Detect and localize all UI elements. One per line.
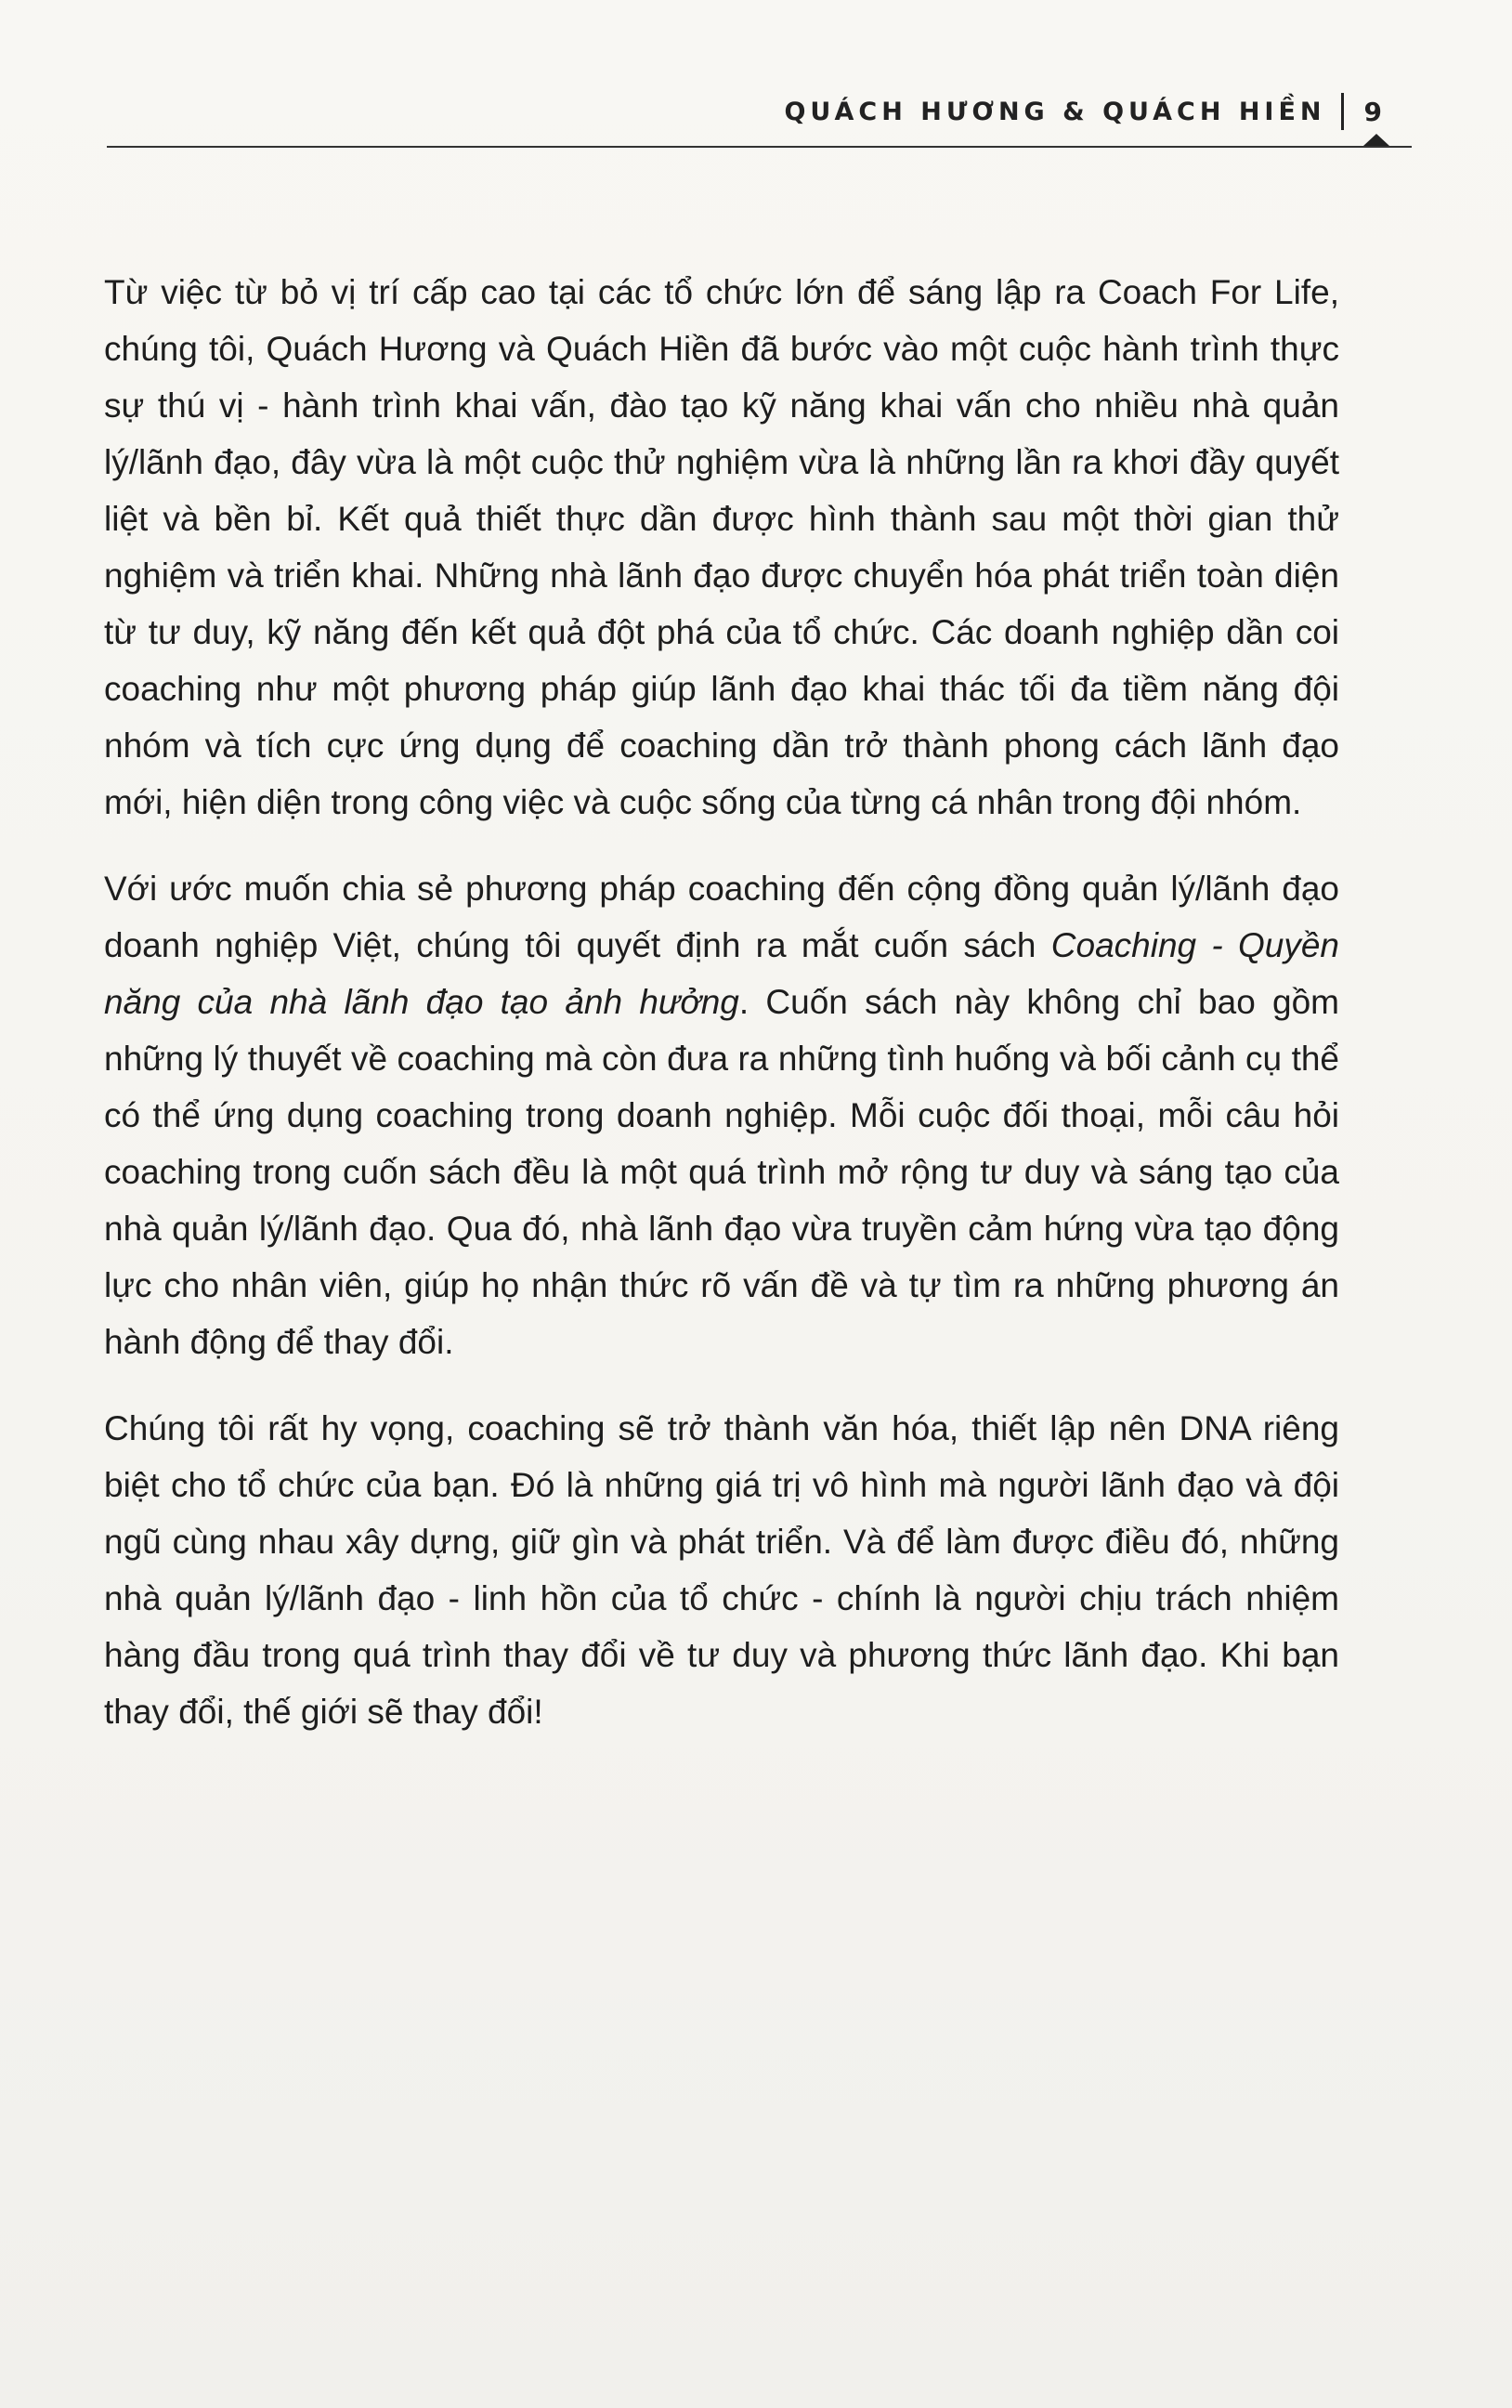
paragraph-2-intro: Với ước muốn chia sẻ phương pháp coaching đến cộng đồng quản lý/lãnh đạo doanh nghiệp Việt, chúng tôi quyết định ra mắt cuốn sách (104, 870, 1339, 964)
paragraph-1: Từ việc từ bỏ vị trí cấp cao tại các tổ chức lớn để sáng lập ra Coach For Life, chúng tôi, Quách Hương và Quách Hiền đã bước vào một cuộc hành trình thực sự thú vị - hành trình khai vấn, đào tạo kỹ năng khai vấn cho nhiều nhà quản lý/lãnh đạo, đây vừa là một cuộc thử nghiệm vừa là những lần ra khơi đầy quyết liệt và bền bỉ. Kết quả thiết thực dần được hình thành sau một thời gian thử nghiệm và triển khai. Những nhà lãnh đạo được chuyển hóa phát triển toàn diện từ tư duy, kỹ năng đến kết quả đột phá của tổ chức. Các doanh nghiệp dần coi coaching như một phương pháp giúp lãnh đạo khai thác tối đa tiềm năng đội nhóm và tích cực ứng dụng để coaching dần trở thành phong cách lãnh đạo mới, hiện diện trong công việc và cuộc sống của từng cá nhân trong đội nhóm. (104, 273, 1339, 821)
header-triangle-marker (1363, 134, 1389, 146)
running-header (784, 93, 1382, 130)
body-text (104, 264, 1339, 1770)
book-title: Coaching - Quyền năng của nhà lãnh đạo tạo ảnh hưởng (104, 926, 1339, 1021)
header-authors: QUÁCH HƯƠNG & QUÁCH HIỀN (784, 97, 1326, 126)
paragraph-2-rest: . Cuốn sách này không chỉ bao gồm những lý thuyết về coaching mà còn đưa ra những tình huống và bối cảnh cụ thể có thể ứng dụng coaching trong doanh nghiệp. Mỗi cuộc đối thoại, mỗi câu hỏi coaching trong cuốn sách đều là một quá trình mở rộng tư duy và sáng tạo của nhà quản lý/lãnh đạo. Qua đó, nhà lãnh đạo vừa truyền cảm hứng vừa tạo động lực cho nhân viên, giúp họ nhận thức rõ vấn đề và tự tìm ra những phương án hành động để thay đổi. (104, 983, 1339, 1361)
paragraph-2 (104, 860, 1339, 1370)
paragraph-3: Chúng tôi rất hy vọng, coaching sẽ trở thành văn hóa, thiết lập nên DNA riêng biệt cho tổ chức của bạn. Đó là những giá trị vô hình mà người lãnh đạo và đội ngũ cùng nhau xây dựng, giữ gìn và phát triển. Và để làm được điều đó, những nhà quản lý/lãnh đạo - linh hồn của tổ chức - chính là người chịu trách nhiệm hàng đầu trong quá trình thay đổi về tư duy và phương thức lãnh đạo. Khi bạn thay đổi, thế giới sẽ thay đổi! (104, 1409, 1339, 1731)
page-number: 9 (1363, 96, 1382, 127)
header-rule (107, 146, 1412, 148)
header-separator (1341, 93, 1344, 130)
